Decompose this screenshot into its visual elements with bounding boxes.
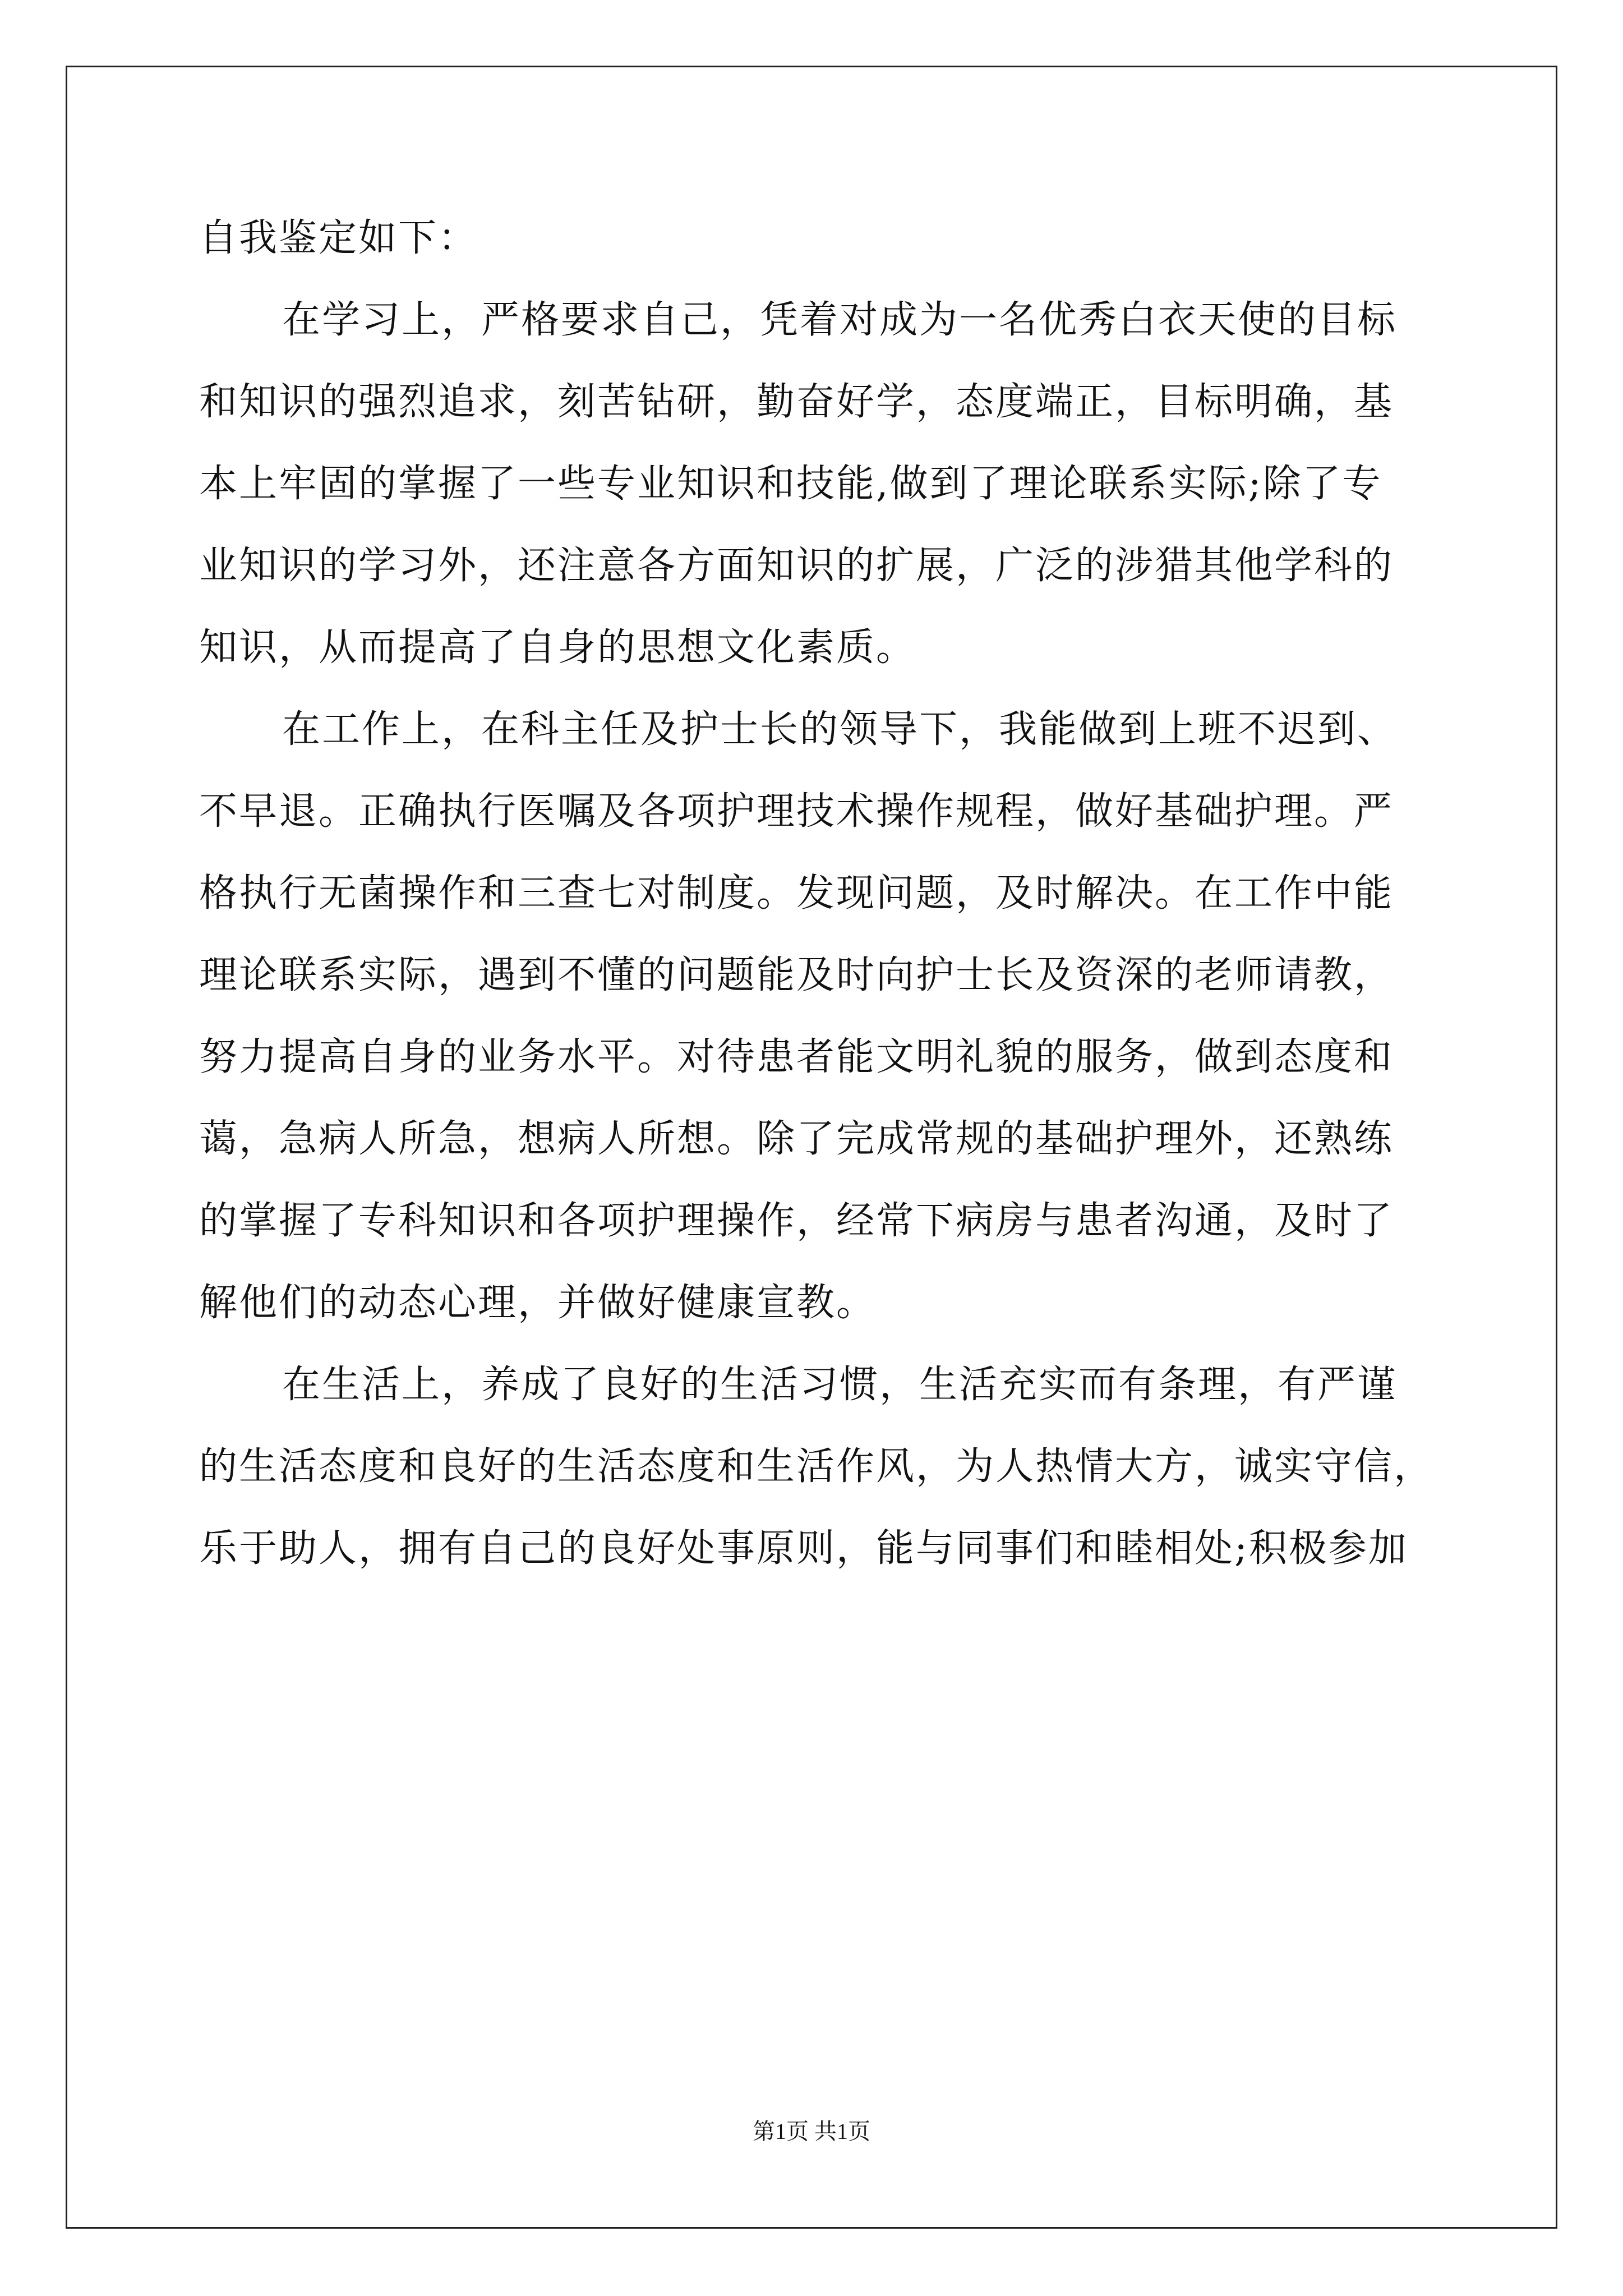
- text-line: 蔼，急病人所急，想病人所想。除了完成常规的基础护理外，还熟练: [199, 1117, 1394, 1161]
- page-footer: 第1页 共1页: [753, 2119, 870, 2144]
- text-line: 自我鉴定如下：: [199, 216, 478, 260]
- text-line: 知识，从而提高了自身的思想文化素质。: [199, 625, 916, 670]
- text-line: 解他们的动态心理，并做好健康宣教。: [199, 1281, 877, 1325]
- text-line: 的掌握了专科知识和各项护理操作，经常下病房与患者沟通，及时了: [199, 1199, 1394, 1243]
- text-line: 乐于助人，拥有自己的良好处事原则，能与同事们和睦相处;积极参加: [199, 1526, 1408, 1571]
- text-line: 本上牢固的掌握了一些专业知识和技能,做到了理论联系实际;除了专: [199, 462, 1382, 506]
- text-line: 理论联系实际，遇到不懂的问题能及时向护士长及资深的老师请教，: [199, 953, 1394, 997]
- paragraph-start-line: 在生活上，养成了良好的生活习惯，生活充实而有条理，有严谨: [282, 1363, 1398, 1407]
- text-line: 和知识的强烈追求，刻苦钻研，勤奋好学，态度端正，目标明确，基: [199, 380, 1394, 424]
- text-line: 的生活态度和良好的生活态度和生活作风，为人热情大方，诚实守信，: [199, 1444, 1434, 1489]
- text-line: 不早退。正确执行医嘱及各项护理技术操作规程，做好基础护理。严: [199, 789, 1394, 834]
- text-line: 业知识的学习外，还注意各方面知识的扩展，广泛的涉猎其他学科的: [199, 544, 1394, 588]
- text-line: 努力提高自身的业务水平。对待患者能文明礼貌的服务，做到态度和: [199, 1035, 1394, 1079]
- text-line: 格执行无菌操作和三查七对制度。发现问题，及时解决。在工作中能: [199, 871, 1394, 915]
- paragraph-start-line: 在工作上，在科主任及护士长的领导下，我能做到上班不迟到、: [282, 707, 1398, 752]
- paragraph-start-line: 在学习上，严格要求自己，凭着对成为一名优秀白衣天使的目标: [282, 298, 1398, 342]
